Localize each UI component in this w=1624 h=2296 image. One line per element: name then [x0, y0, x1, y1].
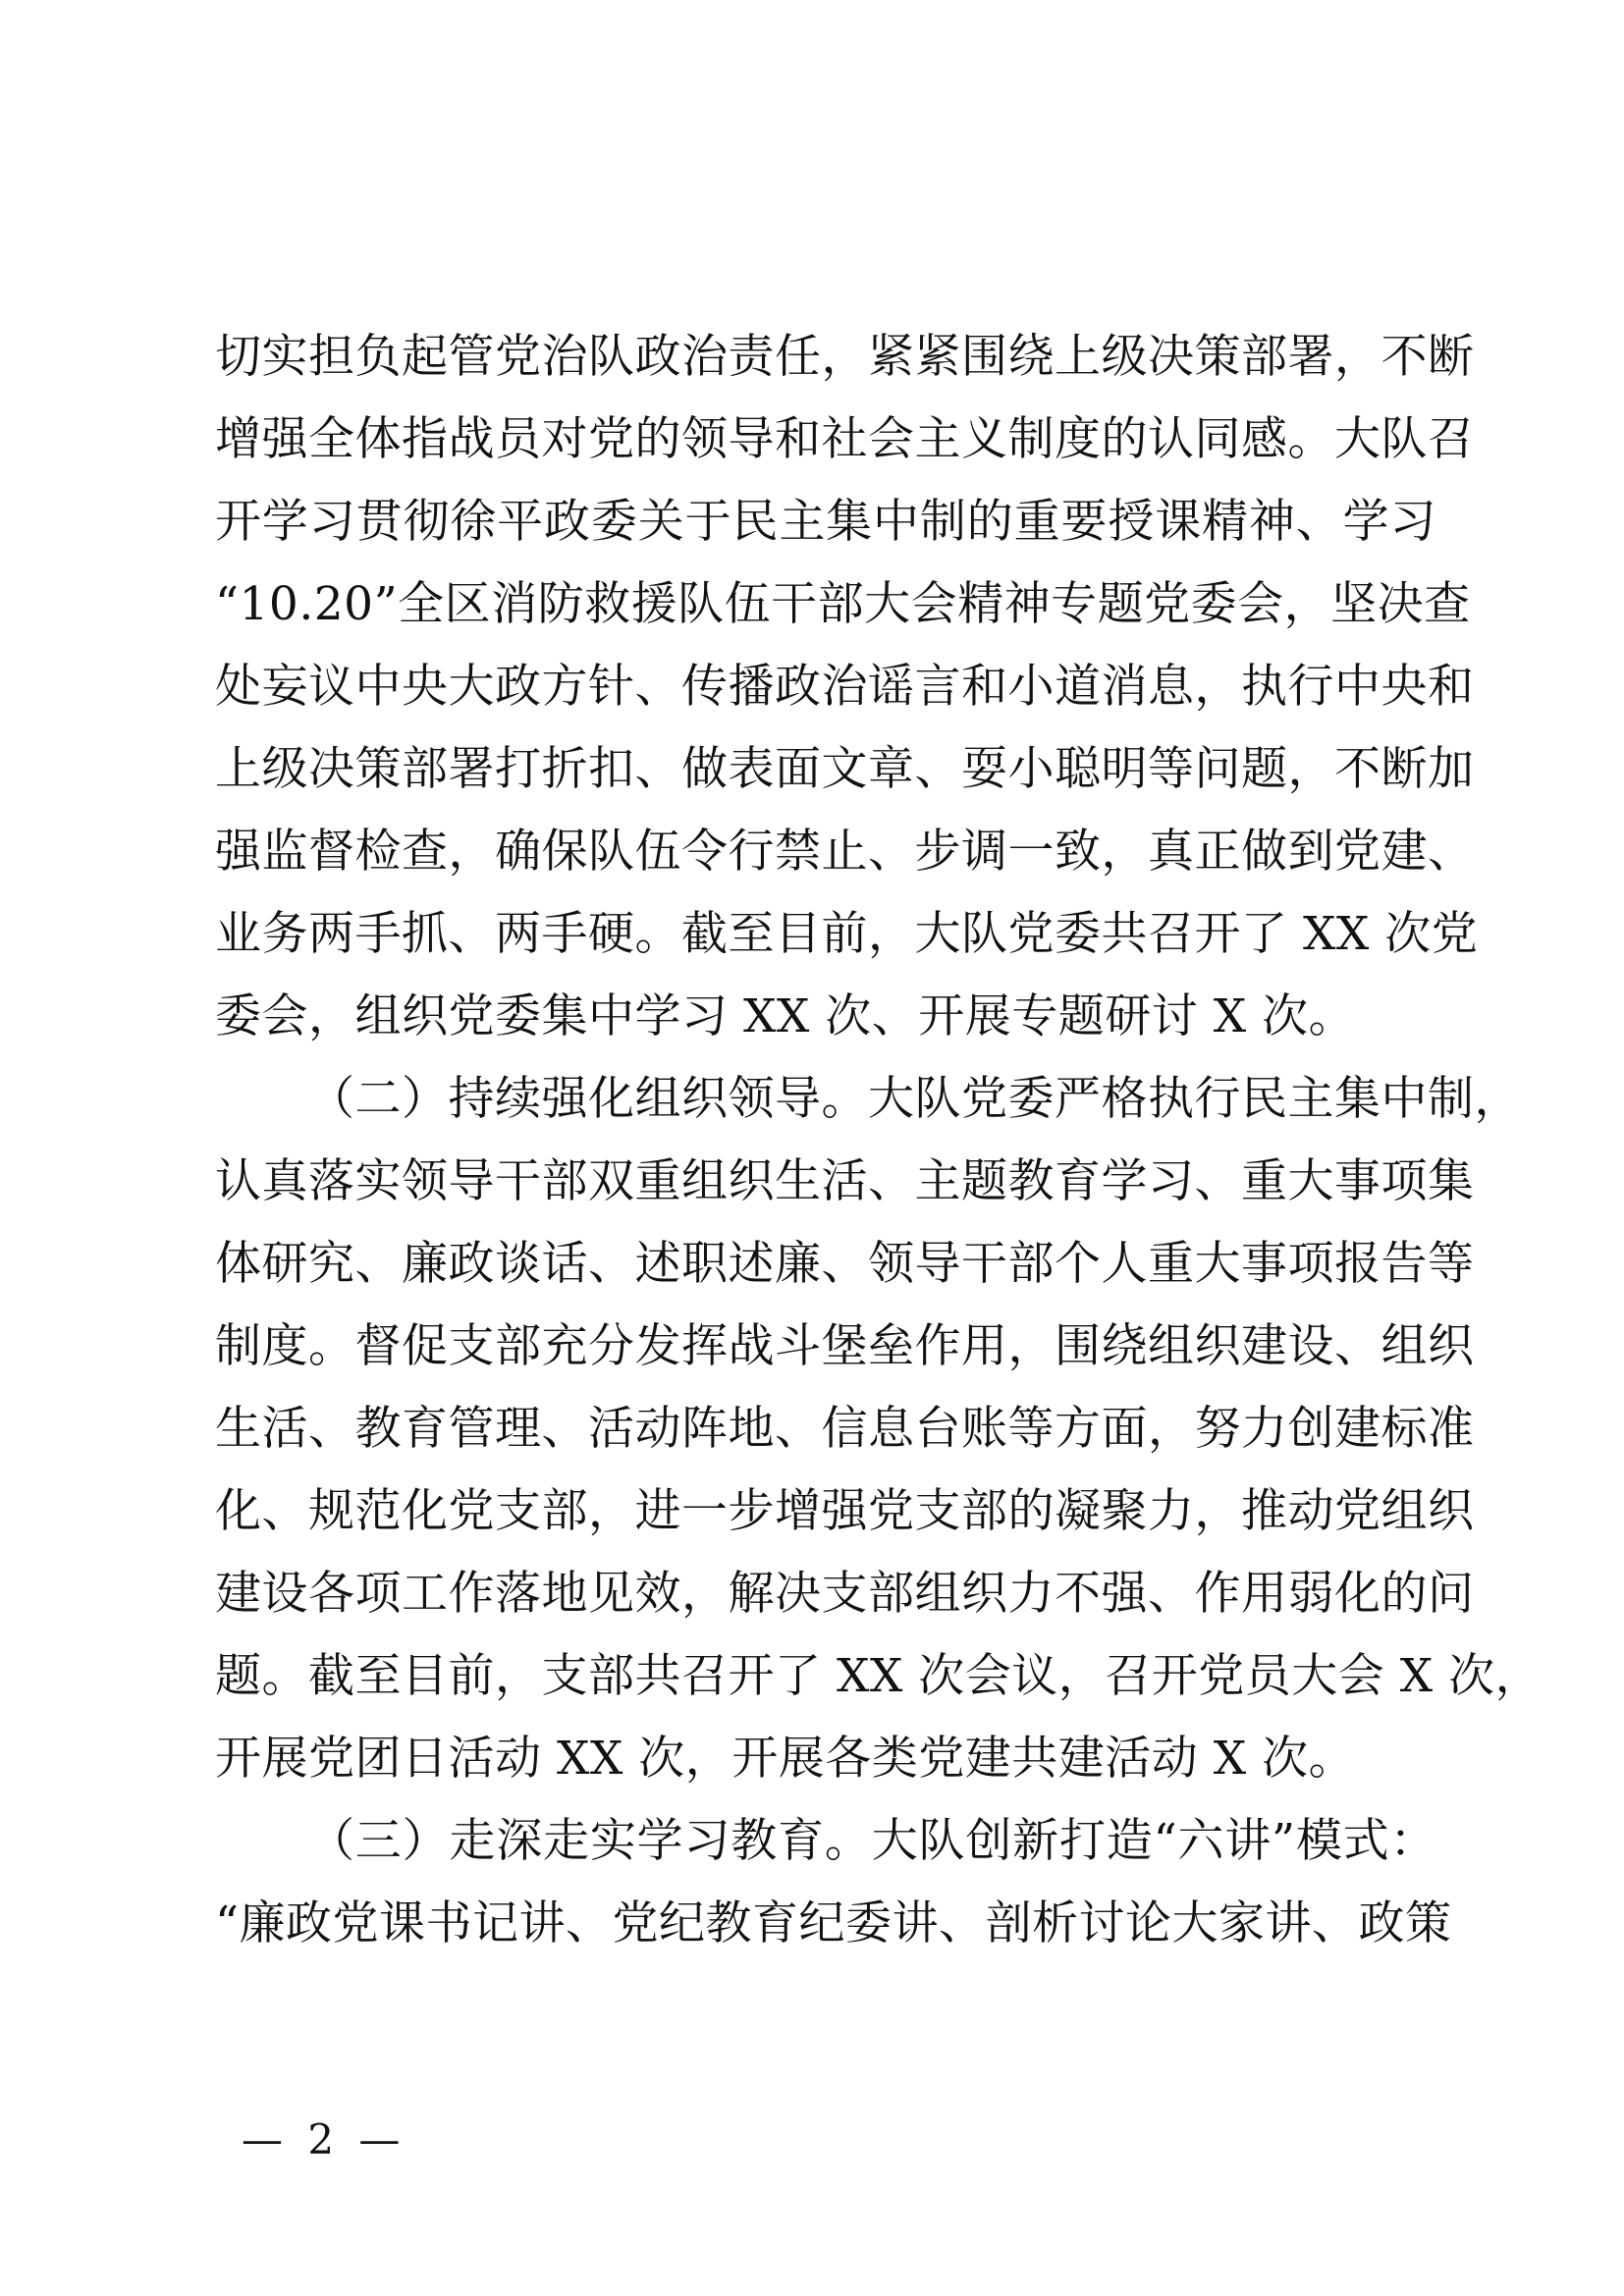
text-line: 生活、教育管理、活动阵地、信息台账等方面，努力创建标准 [215, 1402, 1475, 1456]
text-line: 开学习贯彻徐平政委关于民主集中制的重要授课精神、学习 [215, 495, 1436, 549]
text-line: 上级决策部署打折扣、做表面文章、耍小聪明等问题，不断加 [215, 742, 1475, 796]
page-number: — 2 — [242, 2115, 406, 2163]
text-line: 增强全体指战员对党的领导和社会主义制度的认同感。大队召 [215, 412, 1475, 466]
text-line: 处妄议中央大政方针、传播政治谣言和小道消息，执行中央和 [215, 660, 1475, 714]
text-line: 题。截至目前，支部共召开了 XX 次会议，召开党员大会 X 次， [215, 1649, 1543, 1703]
text-line: 体研究、廉政谈话、述职述廉、领导干部个人重大事项报告等 [215, 1237, 1475, 1291]
text-line: 强监督检查，确保队伍令行禁止、步调一致，真正做到党建、 [215, 825, 1475, 879]
text-line: “10.20”全区消防救援队伍干部大会精神专题党委会，坚决查 [215, 577, 1471, 631]
paragraph-heading-2: （二）持续强化组织领导。大队党委严格执行民主集中制， [308, 1072, 1521, 1126]
text-line: 切实担负起管党治队政治责任，紧紧围绕上级决策部署，不断 [215, 330, 1475, 384]
text-line: “廉政党课书记讲、党纪教育纪委讲、剖析讨论大家讲、政策 [215, 1896, 1452, 1950]
text-line: 化、规范化党支部，进一步增强党支部的凝聚力，推动党组织 [215, 1484, 1475, 1538]
paragraph-heading-3: （三）走深走实学习教育。大队创新打造“六讲”模式： [308, 1814, 1436, 1868]
text-line: 制度。督促支部充分发挥战斗堡垒作用，围绕组织建设、组织 [215, 1319, 1475, 1373]
text-line: 认真落实领导干部双重组织生活、主题教育学习、重大事项集 [215, 1154, 1475, 1208]
text-line: 委会，组织党委集中学习 XX 次、开展专题研讨 X 次。 [215, 989, 1356, 1043]
text-line: 开展党团日活动 XX 次，开展各类党建共建活动 X 次。 [215, 1732, 1356, 1786]
text-line: 建设各项工作落地见效，解决支部组织力不强、作用弱化的问 [215, 1567, 1475, 1621]
text-line: 业务两手抓、两手硬。截至目前，大队党委共召开了 XX 次党 [215, 907, 1479, 961]
